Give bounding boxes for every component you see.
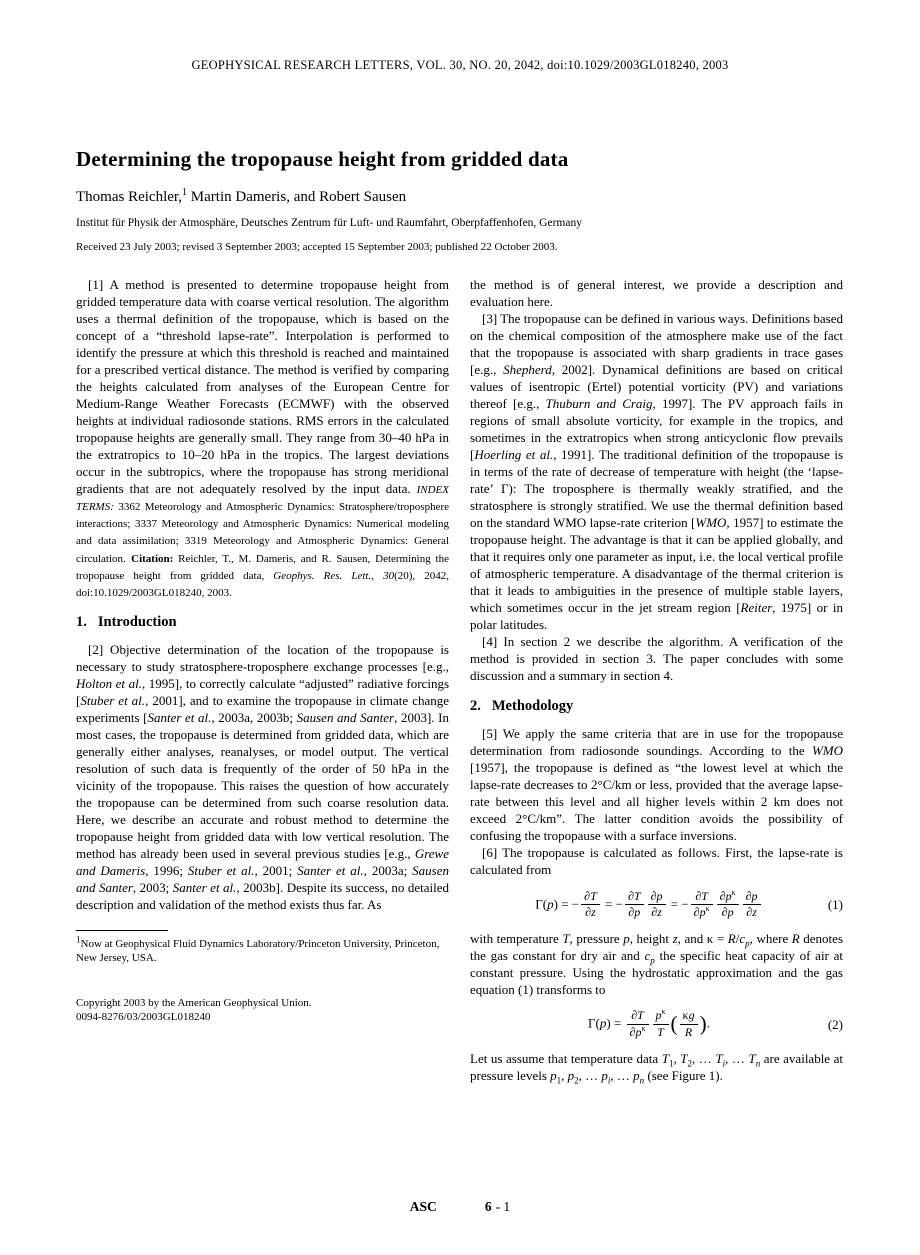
paragraph-6: [6] The tropopause is calculated as follows. First, the lapse-rate is calculated from [470,845,843,878]
copyright-line-1: Copyright 2003 by the American Geophysical Union. [76,996,312,1009]
footnote-rule [76,930,168,931]
right-column [470,276,843,1084]
citation: Citation: Reichler, T., M. Dameris, and R. Sausen, Determining the tropopause height from gridded data, Geophys. Res. Lett., 30(20), 2042, doi:10.1029/2003GL018240, 2003. [76,552,450,599]
equation-2-body: Γ(p) = $\frac{\partial T}{\partial p^\kappa}$ $\frac{p^\kappa}{T}$ ( $\frac{\kappa g}{R}$ ). [588,1007,710,1039]
footer-page-number: 6 [484,1199,492,1214]
received-dates: Received 23 July 2003; revised 3 September 2003; accepted 15 September 2003; published 22 October 2003. [76,241,558,253]
page-footer [0,1199,920,1215]
article-title: Determining the tropopause height from gridded data [76,147,569,171]
journal-header: GEOPHYSICAL RESEARCH LETTERS, VOL. 30, NO. 20, 2042, doi:10.1029/2003GL018240, 2003 [191,58,729,72]
abstract-paragraph [76,276,449,600]
paragraph-2-continuation: the method is of general interest, we provide a description and evaluation here. [470,277,843,310]
copyright-block [76,996,449,1026]
equation-1 [470,887,843,921]
paragraph-4: [4] In section 2 we describe the algorithm. A verification of the method is provided in section 3. The paper concludes with some discussion and a summary in section 4. [470,634,843,684]
equation-2-number: (2) [827,1016,843,1032]
section-label: Methodology [491,698,574,715]
equation-1-number: (1) [827,897,843,913]
section-heading-methodology [470,697,843,716]
two-column-body [76,276,844,1084]
paragraph-3: [3] The tropopause can be defined in various ways. Definitions based on the chemical composition of the atmosphere make use of the fact that the tropopause is associated with sharp gradients in trace gases [e.g., Shepherd, 2002]. Dynamical definitions are based on critical values of isentropic (Ertel) potential vorticity (PV) and variations thereof [e.g., Thuburn and Craig, 1997]. The PV approach fails in regions of small absolute vorticity, for example in the tropics, and sometimes in the extratropics when strong anticyclonic flow prevails [Hoerling et al., 1991]. The traditional definition of the tropopause is in terms of the rate of decrease of temperature with height (the ‘lapse-rate’ Γ): The troposphere is thermally weakly stratified, and the stratosphere is strongly stratified. We use the thermal definition based on the standard WMO lapse-rate criterion [WMO, 1957] to estimate the tropopause height. The advantage is that it can be applied globally, and that it requires only one parameter as input, i.e. the local vertical profile of atmospheric temperature. A disadvantage of the thermal criterion is that it leads to ambiguities in the presence of multiple stable layers, which sometimes occur in the jet stream region [Reiter, 1975] or in polar latitudes. [470,311,844,633]
paragraph-6-continuation: with temperature T, pressure p, height z, and $\kappa = R/c_p$, where R denotes the gas constant for dry air and $c_p$ the specific heat capacity of air at constant pressure. Using the hydrostatic approximation and the gas equation (1) transforms to [470,931,844,998]
footnote-1: $^1$Now at Geophysical Fluid Dynamics Laboratory/Princeton University, Princeton, New Jersey, USA. [76,934,440,965]
equation-1-body: Γ(p) = − $\frac{\partial T}{\partial z}$ = − $\frac{\partial T}{\partial p}$ $\frac{\partial p}{\partial z}$ = − $\frac{\partial T}{\partial p^\kappa}$ $\frac{\partial p^\kappa}{\partial p}$ $\frac{\partial p}{\partial z}$ [470,890,828,921]
equation-2 [470,1009,843,1040]
copyright-line-2: 0094-8276/03/2003GL018240 [76,1011,211,1024]
section-number: 1. [76,613,87,630]
section-number: 2. [470,698,481,715]
footnote-block [76,930,449,966]
paragraph-7: Let us assume that temperature data $T_1$, $T_2$, … $T_i$, … $T_n$ are available at pressure levels $p_1$, $p_2$, … $p_i$, … $p_n$ (see Figure 1). [470,1050,844,1086]
footer-page-suffix: - 1 [495,1199,511,1214]
index-terms: INDEX TERMS: 3362 Meteorology and Atmospheric Dynamics: Stratosphere/troposphere interactions; 3337 Meteorology and Atmospheric Dynamics: Numerical modeling and data assimilation; 3319 Meteorology and Atmospheric Dynamics: General circulation. [76,484,449,565]
authors-line: Thomas Reichler,$^1$ Martin Dameris, and Robert Sausen [76,187,407,205]
affiliation-line: Institut für Physik der Atmosphäre, Deutsches Zentrum für Luft- und Raumfahrt, Oberpfaffenhofen, Germany [76,217,582,229]
footer-journal-code: ASC [409,1199,437,1214]
left-column [76,276,449,1084]
section-heading-introduction [76,613,449,632]
section-label: Introduction [97,613,177,630]
paragraph-2: [2] Objective determination of the location of the tropopause is necessary to study stratosphere-troposphere exchange processes [e.g., Holton et al., 1995], to correctly calculate “adjusted” radiative forcings [Stuber et al., 2001], and to examine the tropopause in climate change experiments [Santer et al., 2003a, 2003b; Sausen and Santer, 2003]. In most cases, the tropopause is determined from gridded data, which are generally either analyses, reanalyses, or model output. The vertical resolution of such data is frequently of the order of 50 hPa in the vicinity of the tropopause. This raises the question of how accurately the tropopause can be determined from such coarse resolution data. Here, we describe an accurate and robust method to determine the tropopause height from gridded data with low vertical resolution. The method has already been used in several previous studies [e.g., Grewe and Dameris, 1996; Stuber et al., 2001; Santer et al., 2003a; Sausen and Santer, 2003; Santer et al., 2003b]. Despite its success, no detailed description and validation of the method exists thus far. As [76,641,449,912]
paragraph-5: [5] We apply the same criteria that are in use for the tropopause determination from radiosonde soundings. According to the WMO [1957], the tropopause is defined as “the lowest level at which the lapse-rate decreases to 2°C/km or less, provided that the average lapse-rate between this level and all higher levels within 2 km does not exceed 2°C/km”. The latter condition avoids the possibility of confusing the tropopause with a surface inversions. [470,726,843,844]
abstract-text: [1] A method is presented to determine tropopause height from gridded temperature data with coarse vertical resolution. The algorithm uses a thermal definition of the tropopause, which is based on the concept of a “threshold lapse-rate”. Interpolation is performed to identify the pressure at which this threshold is reached and maintained for a prescribed vertical distance. The method is verified by comparing the heights calculated from analyses of the European Centre for Medium-Range Weather Forecasts (ECMWF) with the observed heights at individual radiosonde stations. RMS errors in the calculated tropopause heights are generally small. They range from 30–40 hPa in the extratropics to 10–20 hPa in the tropics. The largest deviations occur in the subtropics, where the tropopause has strong meridional gradients that are not adequately resolved by the input data. [76,277,449,497]
